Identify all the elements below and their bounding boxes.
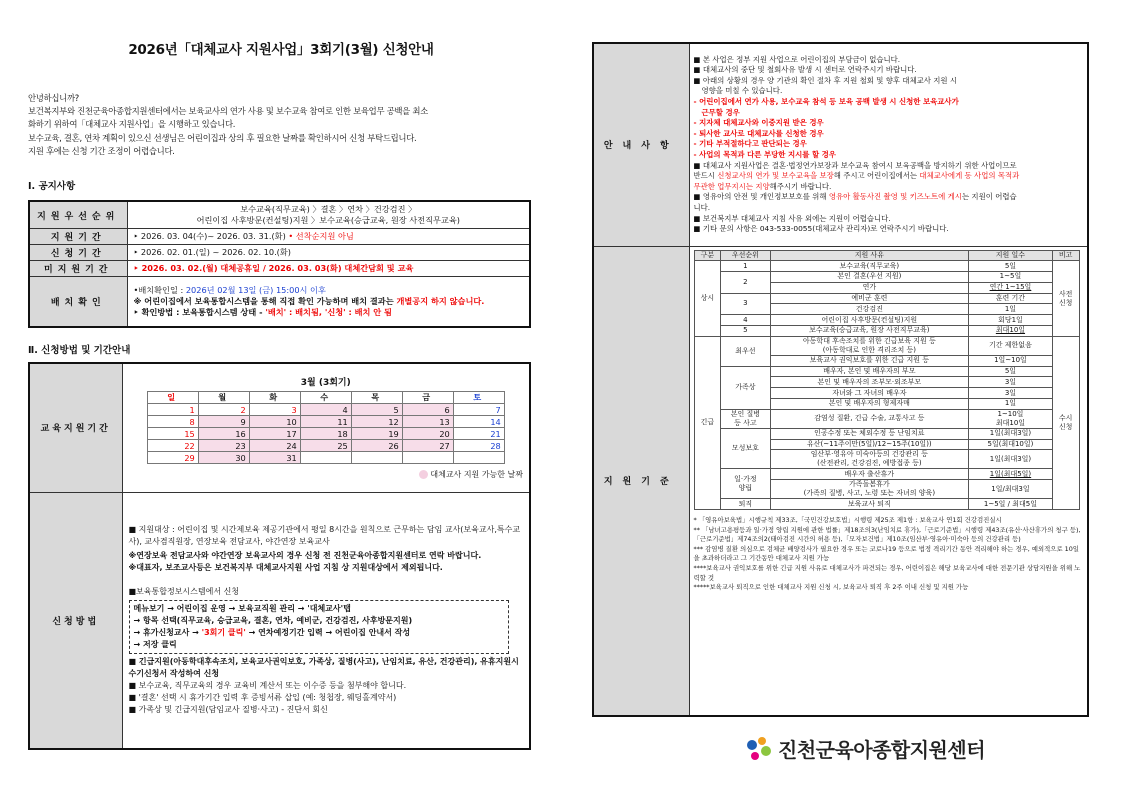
guide-text: 해 주시고 어린이집에서는 <box>833 171 920 181</box>
support-reason: 보육교사 권익보호를 위한 긴급 지원 등 <box>770 355 969 366</box>
confirm-text: ‣ 확인방법 : 보육통합시스템 상태 - <box>133 306 266 317</box>
support-reason: 예비군 훈련 <box>770 293 969 304</box>
calendar-date: 21 <box>453 428 504 440</box>
guide-table <box>592 42 1089 717</box>
guide-red-line: - 지자체 대체교사와 이중지원 받은 경우 <box>693 118 824 128</box>
support-header: 우선순위 <box>721 250 770 261</box>
support-rank: 4 <box>721 315 770 326</box>
guide-highlight: 신청교사의 연가 및 보수교육을 보장 <box>717 171 834 181</box>
support-row <box>694 469 1079 480</box>
confirm-text: •배치확인일 : <box>133 284 186 295</box>
calendar-date: 4 <box>300 404 351 416</box>
calendar-date: 29 <box>147 452 198 464</box>
center-logo-icon <box>744 735 774 763</box>
guide-line: ■ 아래의 상황의 경우 양 기관의 확인 절차 후 지원 철회 및 향후 대체교사 지원 시 <box>693 75 958 85</box>
flow-text: → 휴가신청교사 → <box>133 628 199 638</box>
support-row <box>694 499 1079 510</box>
flow-text: → 연차예정기간 입력 → 어린이집 안내서 작성 <box>248 628 411 638</box>
support-rank: 3 <box>721 293 770 315</box>
support-days: 1일 <box>969 304 1053 315</box>
support-days: 1일(최대3일) <box>969 428 1053 439</box>
intro-line: 지원 후에는 신청 기간 조정이 어렵습니다. <box>28 145 175 156</box>
support-reason: 보수교육(직무교육) <box>770 261 969 272</box>
support-row <box>694 409 1079 428</box>
section-apply-heading: Ⅱ. 신청방법 및 기간안내 <box>28 344 131 356</box>
page-title: 2026년「대체교사 지원사업」3회기(3월) 신청안내 <box>128 42 434 58</box>
intro-line: 보수교육, 결혼, 연차 계획이 있으신 선생님은 어린이집과 상의 후 필요한 날짜를 확인하시어 신청 부탁드립니다. <box>28 132 417 143</box>
guide-highlight: 대체교사에게 동 사업의 목적과 <box>919 171 1020 181</box>
calendar-day-header: 월 <box>198 392 249 404</box>
calendar-date: 13 <box>402 416 453 428</box>
support-category: 모성보호 <box>721 428 770 469</box>
calendar-date: 27 <box>402 440 453 452</box>
support-category: 최우선 <box>721 336 770 366</box>
calendar-date: 15 <box>147 428 198 440</box>
support-footnote: *****보육교사 퇴직으로 인한 대체교사 지원 신청 시, 보육교사 퇴직 후 2주 이내 신청 및 지원 가능 <box>693 583 969 592</box>
support-header: 지원 사유 <box>770 250 969 261</box>
support-category: 퇴직 <box>721 499 770 510</box>
calendar-date: 9 <box>198 416 249 428</box>
guide-line: ■ 보건복지부 대체교사 지침 사유 외에는 지원이 어렵습니다. <box>693 213 891 223</box>
apply-period-label: 신청기간 <box>29 245 127 261</box>
guide-red-line: - 사업의 목적과 다른 부당한 지시를 할 경우 <box>693 150 836 160</box>
calendar-date: 14 <box>453 416 504 428</box>
apply-table <box>28 362 531 750</box>
confirm-line <box>134 307 524 318</box>
guide-line: ■ 기타 문의 사항은 043-533-0055(대체교사 관리자)로 연락주시기 바랍니다. <box>693 224 949 234</box>
calendar-title: 3월 (3회기) <box>300 378 351 389</box>
legend-text: 대체교사 지원 가능한 날짜 <box>430 470 523 480</box>
calendar-date <box>402 452 453 464</box>
calendar-cell <box>122 363 530 493</box>
support-footnote: * 「영유아보육법」시행규칙 제33조,「국민건강보호법」시행령 제25조 제1항 : 보육교사 연1회 건강검진실시 <box>693 516 1002 525</box>
confirm-status: '배치' : 배치됨, '신청' : 배치 안 됨 <box>265 306 392 317</box>
support-days: 1~10일 최대10일 <box>969 409 1053 428</box>
guide-label: 안내사항 <box>593 43 689 246</box>
flow-box <box>129 600 509 654</box>
bullet: ■ 보수교육, 직무교육의 경우 교육비 계산서 또는 이수증 등을 첨부해야 합니다. <box>128 681 407 691</box>
support-footnote: *** 감염병 질환 의심으로 검체균 배양검사가 필요한 경우 또는 코로나19 등으로 법정 격리기간 동안 격리해야 하는 경우, 예외적으로 10일을 초과하더라고 그 기간동안 대체교사 지원 가능 <box>693 544 1079 563</box>
support-label: 지원기준 <box>593 246 689 716</box>
calendar-date: 6 <box>402 404 453 416</box>
support-footnote: ** 「남녀고용평등과 일·가정 양립 지원에 관한 법률」제18조의3(난임치료 휴가),「근로기준법」시행령 제43조(유산·사산휴가의 청구 등),「근로기준법」제74조의2(태아검진 시간의 허용 등),「모자보건법」제10조(임산부·영유아·미숙아 등의 건강관리 등) <box>693 525 1081 544</box>
support-reason: 보육교사 퇴직 <box>770 499 969 510</box>
support-row <box>694 326 1079 337</box>
support-days: 5일(최대10일) <box>969 439 1053 450</box>
support-row <box>694 315 1079 326</box>
center-logo <box>744 734 985 763</box>
support-reason: 본인 및 배우자의 조부모·외조부모 <box>770 377 969 388</box>
calendar <box>147 391 505 464</box>
support-reason: 어린이집 사후방문(컨설팅)지원 <box>770 315 969 326</box>
calendar-date: 26 <box>351 440 402 452</box>
support-header: 비고 <box>1052 250 1079 261</box>
guide-highlight: 무관한 업무지시는 지양 <box>693 181 770 191</box>
support-rank: 5 <box>721 326 770 337</box>
guide-text: 반드시 <box>693 171 718 181</box>
support-group: 상시 <box>694 261 721 337</box>
guide-text: ■ 영유아의 안전 및 개인정보보호를 위해 <box>693 192 829 202</box>
support-cell <box>689 246 1088 716</box>
calendar-date: 18 <box>300 428 351 440</box>
calendar-date <box>351 452 402 464</box>
flow-step: → 저장 클릭 <box>133 640 177 650</box>
calendar-label: 교육지원기간 <box>29 363 122 493</box>
support-reason: 본인 및 배우자의 형제자매 <box>770 399 969 410</box>
confirm-value <box>127 277 530 327</box>
support-reason: 임산부·영유아 미숙아등의 건강관리 등 (산전관리, 건강검진, 예방접종 등) <box>770 450 969 469</box>
guide-red-line: - 퇴사한 교사로 대체교사를 신청한 경우 <box>693 128 824 138</box>
support-reason: 건강검진 <box>770 304 969 315</box>
system-text: ■보육통합정보시스템에서 신청 <box>128 587 240 597</box>
support-days: 1일~10일 <box>969 355 1053 366</box>
notice-table <box>28 200 531 328</box>
left-column <box>28 30 534 750</box>
support-rank: 1 <box>721 261 770 272</box>
support-days: 1~5일 / 최대5일 <box>969 499 1053 510</box>
period-text: ‣ 2026. 03. 04(수)~ 2026. 03. 31.(화) <box>133 231 286 242</box>
calendar-date: 31 <box>249 452 300 464</box>
support-row <box>694 366 1079 377</box>
guide-cell <box>689 43 1088 246</box>
support-group: 긴급 <box>694 336 721 509</box>
calendar-date <box>453 452 504 464</box>
support-row <box>694 261 1079 272</box>
support-days: 5일 <box>969 366 1053 377</box>
calendar-date: 24 <box>249 440 300 452</box>
confirm-date: 2026년 02월 13일 (금) 15:00시 이후 <box>185 284 326 295</box>
support-reason: 배우자, 본인 및 배우자의 부모 <box>770 366 969 377</box>
support-days: 기간 제한없음 <box>969 336 1053 355</box>
guide-text: 는 지원이 어렵습 <box>961 192 1017 202</box>
support-days: 훈련 기간 <box>969 293 1053 304</box>
guide-line: ■ 본 사업은 정부 지원 사업으로 어린이집의 부담금이 없습니다. <box>693 54 901 64</box>
confirm-label: 배치확인 <box>29 277 127 327</box>
note-1: ※연장보육 전담교사와 야간연장 보육교사의 경우 신청 전 진천군육아종합지원센터로 연락 바랍니다. <box>128 551 482 561</box>
period-value <box>127 229 530 245</box>
confirm-line <box>134 285 524 296</box>
apply-period-value: ‣ 2026. 02. 01.(일) ~ 2026. 02. 10.(화) <box>127 245 530 261</box>
support-days: 3일 <box>969 377 1053 388</box>
guide-text: 해주시기 바랍니다. <box>769 181 832 191</box>
support-header: 지원 일수 <box>969 250 1053 261</box>
support-reason: 보수교육(승급교육, 원장 사전직무교육) <box>770 326 969 337</box>
calendar-date: 11 <box>300 416 351 428</box>
legend-dot-icon <box>419 470 428 479</box>
calendar-date: 8 <box>147 416 198 428</box>
support-days: 1일/최대3일 <box>969 480 1053 499</box>
support-days: 1일(최대3일) <box>969 450 1053 469</box>
guide-red-line: - 기타 부적절하다고 판단되는 경우 <box>693 139 807 149</box>
note-2: ※대표자, 보조교사등은 보건복지부 대체교사지원 사업 지침 상 지원대상에서 제외됩니다. <box>128 563 443 573</box>
guide-line <box>694 182 1084 193</box>
bullet: ■ 가족상 및 긴급지원(담임교사 질병·사고) - 진단서 회신 <box>128 705 328 715</box>
support-days: 1일(최대5일) <box>969 469 1053 480</box>
bullet: ■ '결혼' 선택 시 휴가기간 입력 후 증빙서류 삽입 (예: 청첩장, 웨딩홀계약서) <box>128 693 397 703</box>
guide-line: 영향을 미칠 수 있습니다. <box>701 86 783 96</box>
flow-step: 메뉴보기 → 어린이집 운영 → 보육교직원 관리 → '대체교사'탭 <box>133 604 351 614</box>
intro-line: 화하기 위하여「대체교사 지원사업」을 시행하고 있습니다. <box>28 119 236 130</box>
apply-method-cell <box>122 493 530 749</box>
period-label: 지원기간 <box>29 229 127 245</box>
calendar-day-header: 수 <box>300 392 351 404</box>
support-days: 3일 <box>969 388 1053 399</box>
support-reason: 본인 결혼(우선 지원) <box>770 272 969 283</box>
calendar-day-header: 금 <box>402 392 453 404</box>
support-footnote: ****보육교사 권익보호를 위한 긴급 지원 사유로 대체교사가 파견되는 경우, 어린이집은 해당 보육교사에 대한 전문기관 상담지원을 위해 노력할 것 <box>693 564 1081 582</box>
support-reason: 자녀와 그 자녀의 배우자 <box>770 388 969 399</box>
support-header: 구분 <box>694 250 721 261</box>
priority-line: 보수교육(직무교육) 〉결혼 〉연차 〉건강검진 〉 <box>240 204 417 215</box>
support-notes <box>690 513 1088 596</box>
calendar-date: 2 <box>198 404 249 416</box>
calendar-date: 3 <box>249 404 300 416</box>
target-text: ■ 지원대상 : 어린이집 및 시간제보육 제공기관에서 평일 8시간을 원칙으로 근무하는 담임 교사(보육교사,특수교사), 교사겸직원장, 연장보육 전담교사, 야간연장 보육교사 <box>128 525 521 547</box>
support-category: 본인 질병 등 사고 <box>721 409 770 428</box>
section-notice-heading: Ⅰ. 공지사항 <box>28 181 76 193</box>
bullet: ■ 긴급지원(아동학대후속조치, 보육교사권익보호, 가족상, 질병(사고), 난임치료, 유산, 건강관리), 유휴지원시 수기신청서 작성하여 신청 <box>128 657 519 679</box>
calendar-day-header: 일 <box>147 392 198 404</box>
guide-line <box>694 192 1084 203</box>
calendar-date: 28 <box>453 440 504 452</box>
support-reason: 유산(~11주이만(5일)/12~15주(10일)) <box>770 439 969 450</box>
center-name: 진천군육아종합지원센터 <box>778 738 986 762</box>
apply-method-label: 신청방법 <box>29 493 122 749</box>
intro-line: 안녕하십니까? <box>28 93 79 103</box>
guide-line: 니다. <box>693 203 711 213</box>
support-reason: 인공수정 또는 체외수정 등 난임치료 <box>770 428 969 439</box>
calendar-date: 17 <box>249 428 300 440</box>
support-reason: 배우자 출산휴가 <box>770 469 969 480</box>
support-days: 5일 <box>969 261 1053 272</box>
calendar-date: 1 <box>147 404 198 416</box>
support-rank: 2 <box>721 272 770 294</box>
calendar-date <box>300 452 351 464</box>
calendar-date: 19 <box>351 428 402 440</box>
calendar-day-header: 화 <box>249 392 300 404</box>
flow-step <box>134 627 504 639</box>
guide-red-line: 근무할 경우 <box>701 107 740 117</box>
exclude-period-label: 미지원기간 <box>29 261 127 277</box>
support-row <box>694 272 1079 283</box>
calendar-date: 23 <box>198 440 249 452</box>
support-days: 회당1일 <box>969 315 1053 326</box>
confirm-text: ※ 어린이집에서 보육통합시스템을 통해 직접 확인 가능하며 배치 결과는 <box>133 295 397 306</box>
calendar-date: 20 <box>402 428 453 440</box>
confirm-warning: 개별공지 하지 않습니다. <box>396 295 485 306</box>
guide-red-line: - 어린이집에서 연가 사용, 보수교육 참석 등 보육 공백 발생 시 신청한 보육교사가 <box>693 97 959 107</box>
calendar-date: 16 <box>198 428 249 440</box>
calendar-date: 5 <box>351 404 402 416</box>
flow-highlight: '3회기 클릭' <box>201 628 246 638</box>
guide-line: ■ 대체교사의 중단 및 철회사유 발생 시 센터로 연락주시기 바랍니다. <box>693 65 917 75</box>
calendar-date: 7 <box>453 404 504 416</box>
calendar-day-header: 토 <box>453 392 504 404</box>
guide-line <box>694 171 1084 182</box>
guide-highlight: 영유아 활동사진 촬영 및 키즈노트에 게시 <box>828 192 962 202</box>
support-days: 최대10일 <box>969 326 1053 337</box>
support-days: 연간 1~15일 <box>969 282 1053 293</box>
calendar-date: 10 <box>249 416 300 428</box>
support-row <box>694 293 1079 304</box>
support-days: 1일 <box>969 399 1053 410</box>
intro <box>28 92 534 158</box>
support-note: 수시 신청 <box>1052 336 1079 509</box>
support-reason: 아동학대 후속조치를 위한 긴급보육 지원 등 (아동학대로 인한 격리조치 등) <box>770 336 969 355</box>
priority-value <box>127 201 530 229</box>
support-category: 가족상 <box>721 366 770 409</box>
priority-line: 어린이집 사후방문(컨설팅)지원 〉보수교육(승급교육, 원장 사전직무교육) <box>196 215 460 226</box>
exclude-period-value: ‣ 2026. 03. 02.(월) 대체공휴일 / 2026. 03. 03(화) 대체간담회 및 교육 <box>127 261 530 277</box>
calendar-date: 25 <box>300 440 351 452</box>
guide-line: ■ 대체교사 지원사업은 결혼·법정연가보장과 보수교육 참여시 보육공백을 방지하기 위한 사업이므로 <box>693 160 1017 170</box>
support-criteria-table <box>694 250 1080 511</box>
calendar-legend <box>129 469 524 480</box>
intro-line: 보건복지부와 진천군육아종합지원센터에서는 보육교사의 연가 사용 및 보수교육 참여로 인한 보육업무 공백을 최소 <box>28 106 428 117</box>
calendar-day-header: 목 <box>351 392 402 404</box>
support-note: 사전 신청 <box>1052 261 1079 337</box>
support-row <box>694 336 1079 355</box>
support-reason: 감염성 질환, 긴급 수술, 교통사고 등 <box>770 409 969 428</box>
support-row <box>694 428 1079 439</box>
period-note: • 선착순지원 아님 <box>288 231 354 242</box>
calendar-date: 30 <box>198 452 249 464</box>
support-days: 1~5일 <box>969 272 1053 283</box>
right-column <box>592 42 1089 717</box>
support-reason: 가족돌봄휴가 (가족의 질병, 사고, 노령 또는 자녀의 양육) <box>770 480 969 499</box>
confirm-line <box>134 296 524 307</box>
calendar-date: 22 <box>147 440 198 452</box>
flow-step: → 항목 선택(직무교육, 승급교육, 결혼, 연차, 예비군, 건강검진, 사후방문지원) <box>133 616 413 626</box>
support-category: 일·가정 양립 <box>721 469 770 499</box>
priority-label: 지원우선순위 <box>29 201 127 229</box>
support-reason: 연가 <box>770 282 969 293</box>
calendar-date: 12 <box>351 416 402 428</box>
